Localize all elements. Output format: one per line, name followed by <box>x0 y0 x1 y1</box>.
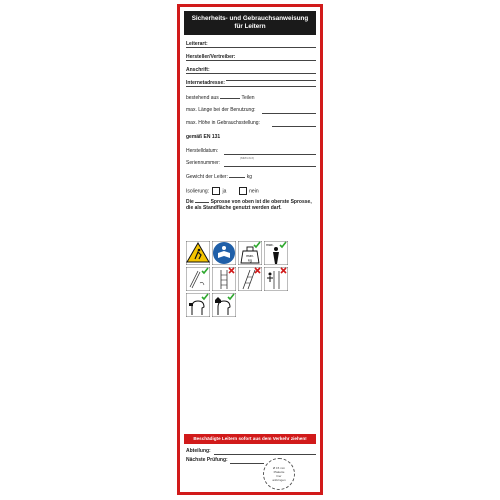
damaged-ladder-warning: Beschädigte Leitern sofort aus dem Verkehr ziehen! <box>184 434 316 444</box>
electrical-hazard-head-icon <box>186 293 210 317</box>
isolierung-nein-checkbox[interactable] <box>239 187 247 195</box>
svg-text:kg: kg <box>248 258 252 263</box>
gewicht-input[interactable] <box>229 177 245 178</box>
sprosse-instruction: Die Sprosse von oben ist die oberste Sprosse, die als Standfläche genutzt werden darf. <box>186 199 312 211</box>
ladder-overreach-icon <box>264 267 288 291</box>
max-person-load-icon <box>264 241 288 265</box>
indoor-use-head-icon <box>212 293 236 317</box>
inspection-sticker-placeholder: Ø 15 mm Plakette hier anbringen <box>263 458 295 490</box>
isolierung-row: Isolierung: ja nein <box>186 188 259 195</box>
max-hoehe-field[interactable]: max. Höhe in Gebrauchsstellung: <box>186 120 316 130</box>
max-weight-icon <box>238 241 262 265</box>
internet-field[interactable]: Internetadresse: <box>186 80 316 90</box>
isolierung-ja-checkbox[interactable] <box>212 187 220 195</box>
svg-text:max.: max. <box>246 254 254 258</box>
seriennummer-field[interactable]: Seriennummer: <box>186 160 316 170</box>
ladder-side-step-icon <box>238 267 262 291</box>
title-line-2: für Leitern <box>234 23 266 30</box>
abteilung-field[interactable]: Abteilung: <box>186 448 316 458</box>
svg-text:max.: max. <box>266 243 274 247</box>
label-title <box>184 11 316 35</box>
safety-label-card <box>177 4 323 495</box>
gewicht-row: Gewicht der Leiter: kg <box>186 174 253 180</box>
anschrift-field[interactable]: Anschrift: <box>186 67 316 77</box>
ladder-setup-angle-icon <box>186 251 210 275</box>
hersteller-field[interactable]: Hersteller/Vertreiber: <box>186 54 316 64</box>
ladder-wrong-use-icon <box>212 267 236 291</box>
title-line-1: Sicherheits- und Gebrauchsanweisung <box>191 15 309 22</box>
bestehend-row: bestehend aus Teilen <box>186 95 255 101</box>
herstelldatum-hint: (MM/JJJJ) <box>240 155 254 160</box>
naechste-pruefung-field[interactable]: Nächste Prüfung: <box>186 457 316 467</box>
herstelldatum-field[interactable]: Herstelldatum: (MM/JJJJ) <box>186 148 316 158</box>
max-laenge-field[interactable]: max. Länge bei der Benutzung: <box>186 107 316 117</box>
teile-input[interactable] <box>220 98 240 99</box>
leiterart-field[interactable]: Leiterart: <box>186 41 316 51</box>
sprosse-input[interactable] <box>195 202 209 203</box>
read-manual-icon <box>212 241 236 265</box>
norm-text: gemäß EN 131 <box>186 134 221 140</box>
